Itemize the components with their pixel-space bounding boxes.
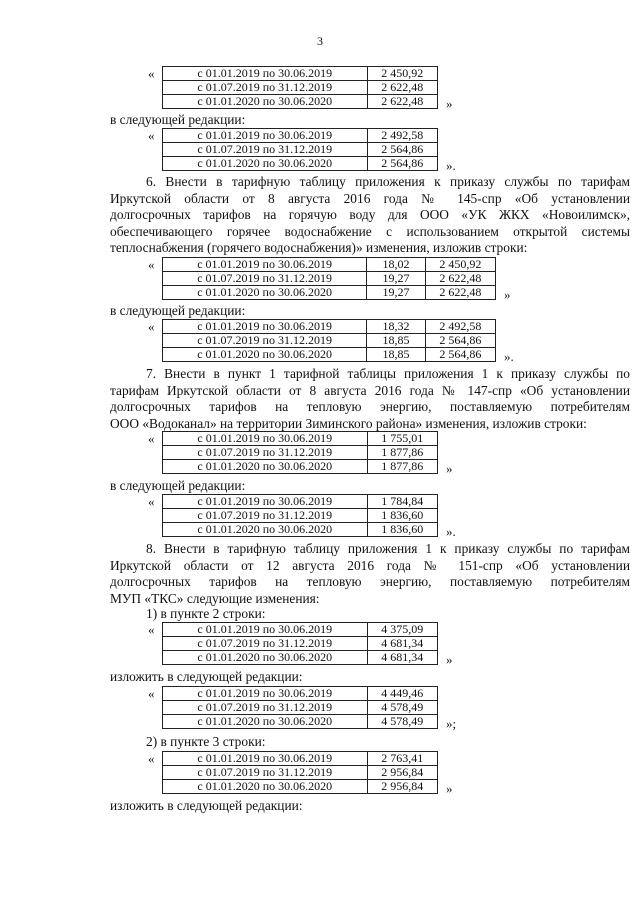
close-quote: »: [446, 652, 453, 667]
table-row: [163, 143, 438, 157]
value-cell: 2 564,86: [425, 348, 495, 362]
table-row: [163, 81, 438, 95]
value-cell: 4 681,34: [367, 637, 437, 651]
period-cell: с 01.01.2020 по 30.06.2020: [163, 460, 368, 474]
open-quote: «: [148, 494, 155, 509]
value-cell: 18,85: [367, 348, 425, 362]
table-row: [163, 258, 496, 272]
table-row: [163, 95, 438, 109]
tariff-table: [162, 66, 438, 109]
table-row: [163, 446, 438, 460]
value-cell: 2 622,48: [367, 95, 437, 109]
value-cell: 18,85: [367, 334, 425, 348]
paragraph-line: долгосрочных тарифов на тепловую энергию, поставляемую потребителям: [110, 399, 630, 414]
table-row: [163, 509, 438, 523]
table-row: [163, 715, 438, 729]
table-row: [163, 320, 496, 334]
period-cell: с 01.07.2019 по 31.12.2019: [163, 509, 368, 523]
page-number: 3: [317, 34, 323, 48]
value-cell: 1 836,60: [367, 523, 437, 537]
paragraph-line: теплоснабжения (горячего водоснабжения)» изменения, изложив строки:: [110, 240, 528, 255]
value-cell: 18,32: [367, 320, 425, 334]
table-row: [163, 637, 438, 651]
table-row: [163, 766, 438, 780]
paragraph-line: долгосрочных тарифов на горячую воду для ООО «УК ЖКХ «Новоилимск»,: [110, 207, 630, 222]
paragraph: [110, 366, 630, 432]
table-row: [163, 286, 496, 300]
period-cell: с 01.07.2019 по 31.12.2019: [163, 446, 368, 460]
value-cell: 2 564,86: [367, 157, 437, 171]
value-cell: 1 836,60: [367, 509, 437, 523]
paragraph: [110, 174, 630, 257]
text-line: в следующей редакции:: [110, 478, 246, 493]
period-cell: с 01.07.2019 по 31.12.2019: [163, 637, 368, 651]
tariff-table: [162, 257, 496, 300]
value-cell: 2 956,84: [367, 780, 437, 794]
text-line: 1) в пункте 2 строки:: [146, 606, 266, 621]
value-cell: 2 450,92: [367, 67, 437, 81]
value-cell: 1 755,01: [367, 432, 437, 446]
period-cell: с 01.01.2019 по 30.06.2019: [163, 432, 368, 446]
table-row: [163, 348, 496, 362]
table-row: [163, 157, 438, 171]
period-cell: с 01.01.2019 по 30.06.2019: [163, 623, 368, 637]
tariff-table: [162, 128, 438, 171]
table-row: [163, 495, 438, 509]
value-cell: 2 450,92: [425, 258, 495, 272]
table-row: [163, 687, 438, 701]
tariff-table: [162, 686, 438, 729]
open-quote: «: [148, 128, 155, 143]
value-cell: 2 956,84: [367, 766, 437, 780]
period-cell: с 01.01.2019 по 30.06.2019: [163, 320, 367, 334]
value-cell: 19,27: [367, 286, 425, 300]
close-quote: ».: [446, 524, 456, 539]
open-quote: «: [148, 257, 155, 272]
period-cell: с 01.01.2020 по 30.06.2020: [163, 715, 368, 729]
table-row: [163, 432, 438, 446]
open-quote: «: [148, 431, 155, 446]
period-cell: с 01.07.2019 по 31.12.2019: [163, 701, 368, 715]
table-row: [163, 752, 438, 766]
value-cell: 2 492,58: [425, 320, 495, 334]
period-cell: с 01.01.2020 по 30.06.2020: [163, 348, 367, 362]
table-row: [163, 701, 438, 715]
text-line: в следующей редакции:: [110, 112, 246, 127]
period-cell: с 01.01.2020 по 30.06.2020: [163, 157, 368, 171]
period-cell: с 01.01.2019 по 30.06.2019: [163, 67, 368, 81]
paragraph: [110, 541, 630, 607]
value-cell: 4 681,34: [367, 651, 437, 665]
value-cell: 2 492,58: [367, 129, 437, 143]
table-row: [163, 460, 438, 474]
value-cell: 1 877,86: [367, 446, 437, 460]
value-cell: 19,27: [367, 272, 425, 286]
period-cell: с 01.07.2019 по 31.12.2019: [163, 766, 368, 780]
period-cell: с 01.01.2019 по 30.06.2019: [163, 495, 368, 509]
paragraph-line: 8. Внести в тарифную таблицу приложения 1 к приказу службы по тарифам: [146, 541, 630, 556]
value-cell: 1 877,86: [367, 460, 437, 474]
open-quote: «: [148, 66, 155, 81]
period-cell: с 01.07.2019 по 31.12.2019: [163, 81, 368, 95]
value-cell: 2 564,86: [425, 334, 495, 348]
tariff-table: [162, 431, 438, 474]
open-quote: «: [148, 686, 155, 701]
period-cell: с 01.01.2020 по 30.06.2020: [163, 523, 368, 537]
table-row: [163, 272, 496, 286]
value-cell: 1 784,84: [367, 495, 437, 509]
table-row: [163, 334, 496, 348]
paragraph-line: Иркутской области от 12 августа 2016 года № 151-спр «Об установлении: [110, 557, 630, 573]
period-cell: с 01.07.2019 по 31.12.2019: [163, 334, 367, 348]
close-quote: »: [504, 287, 511, 302]
table-row: [163, 67, 438, 81]
paragraph-line: Иркутской области от 8 августа 2016 года № 145-спр «Об установлении: [110, 190, 630, 206]
value-cell: 4 578,49: [367, 715, 437, 729]
value-cell: 2 763,41: [367, 752, 437, 766]
period-cell: с 01.01.2019 по 30.06.2019: [163, 752, 368, 766]
paragraph-line: ООО «Водоканал» на территории Зиминского района» изменения, изложив строки:: [110, 415, 587, 431]
paragraph-line: тарифам Иркутской области от 8 августа 2016 года № 147-спр «Об установлении: [110, 382, 630, 398]
period-cell: с 01.01.2019 по 30.06.2019: [163, 129, 368, 143]
value-cell: 18,02: [367, 258, 425, 272]
close-quote: »: [446, 96, 453, 111]
table-row: [163, 129, 438, 143]
period-cell: с 01.01.2020 по 30.06.2020: [163, 286, 367, 300]
close-quote: ».: [446, 158, 456, 173]
period-cell: с 01.01.2020 по 30.06.2020: [163, 780, 368, 794]
close-quote: ».: [504, 349, 514, 364]
table-row: [163, 623, 438, 637]
table-row: [163, 780, 438, 794]
table-row: [163, 651, 438, 665]
paragraph-line: МУП «ТКС» следующие изменения:: [110, 590, 320, 606]
tariff-table: [162, 494, 438, 537]
close-quote: »: [446, 781, 453, 796]
period-cell: с 01.01.2019 по 30.06.2019: [163, 258, 367, 272]
text-line: изложить в следующей редакции:: [110, 669, 303, 684]
period-cell: с 01.07.2019 по 31.12.2019: [163, 272, 367, 286]
value-cell: 4 375,09: [367, 623, 437, 637]
open-quote: «: [148, 319, 155, 334]
text-line: 2) в пункте 3 строки:: [146, 734, 266, 749]
tariff-table: [162, 319, 496, 362]
tariff-table: [162, 622, 438, 665]
period-cell: с 01.01.2019 по 30.06.2019: [163, 687, 368, 701]
open-quote: «: [148, 622, 155, 637]
close-quote: »;: [446, 716, 457, 731]
text-line: изложить в следующей редакции:: [110, 798, 303, 813]
value-cell: 4 449,46: [367, 687, 437, 701]
value-cell: 2 622,48: [425, 272, 495, 286]
period-cell: с 01.01.2020 по 30.06.2020: [163, 95, 368, 109]
paragraph-line: 7. Внести в пункт 1 тарифной таблицы приложения 1 к приказу службы по: [146, 366, 630, 381]
paragraph-line: долгосрочных тарифов на тепловую энергию, поставляемую потребителям: [110, 574, 630, 589]
paragraph-line: 6. Внести в тарифную таблицу приложения к приказу службы по тарифам: [146, 174, 630, 189]
close-quote: »: [446, 461, 453, 476]
table-row: [163, 523, 438, 537]
period-cell: с 01.07.2019 по 31.12.2019: [163, 143, 368, 157]
value-cell: 4 578,49: [367, 701, 437, 715]
tariff-table: [162, 751, 438, 794]
text-line: в следующей редакции:: [110, 303, 246, 318]
open-quote: «: [148, 751, 155, 766]
value-cell: 2 622,48: [425, 286, 495, 300]
paragraph-line: обеспечивающего горячее водоснабжение с использованием открытой системы: [110, 223, 630, 239]
value-cell: 2 564,86: [367, 143, 437, 157]
value-cell: 2 622,48: [367, 81, 437, 95]
period-cell: с 01.01.2020 по 30.06.2020: [163, 651, 368, 665]
